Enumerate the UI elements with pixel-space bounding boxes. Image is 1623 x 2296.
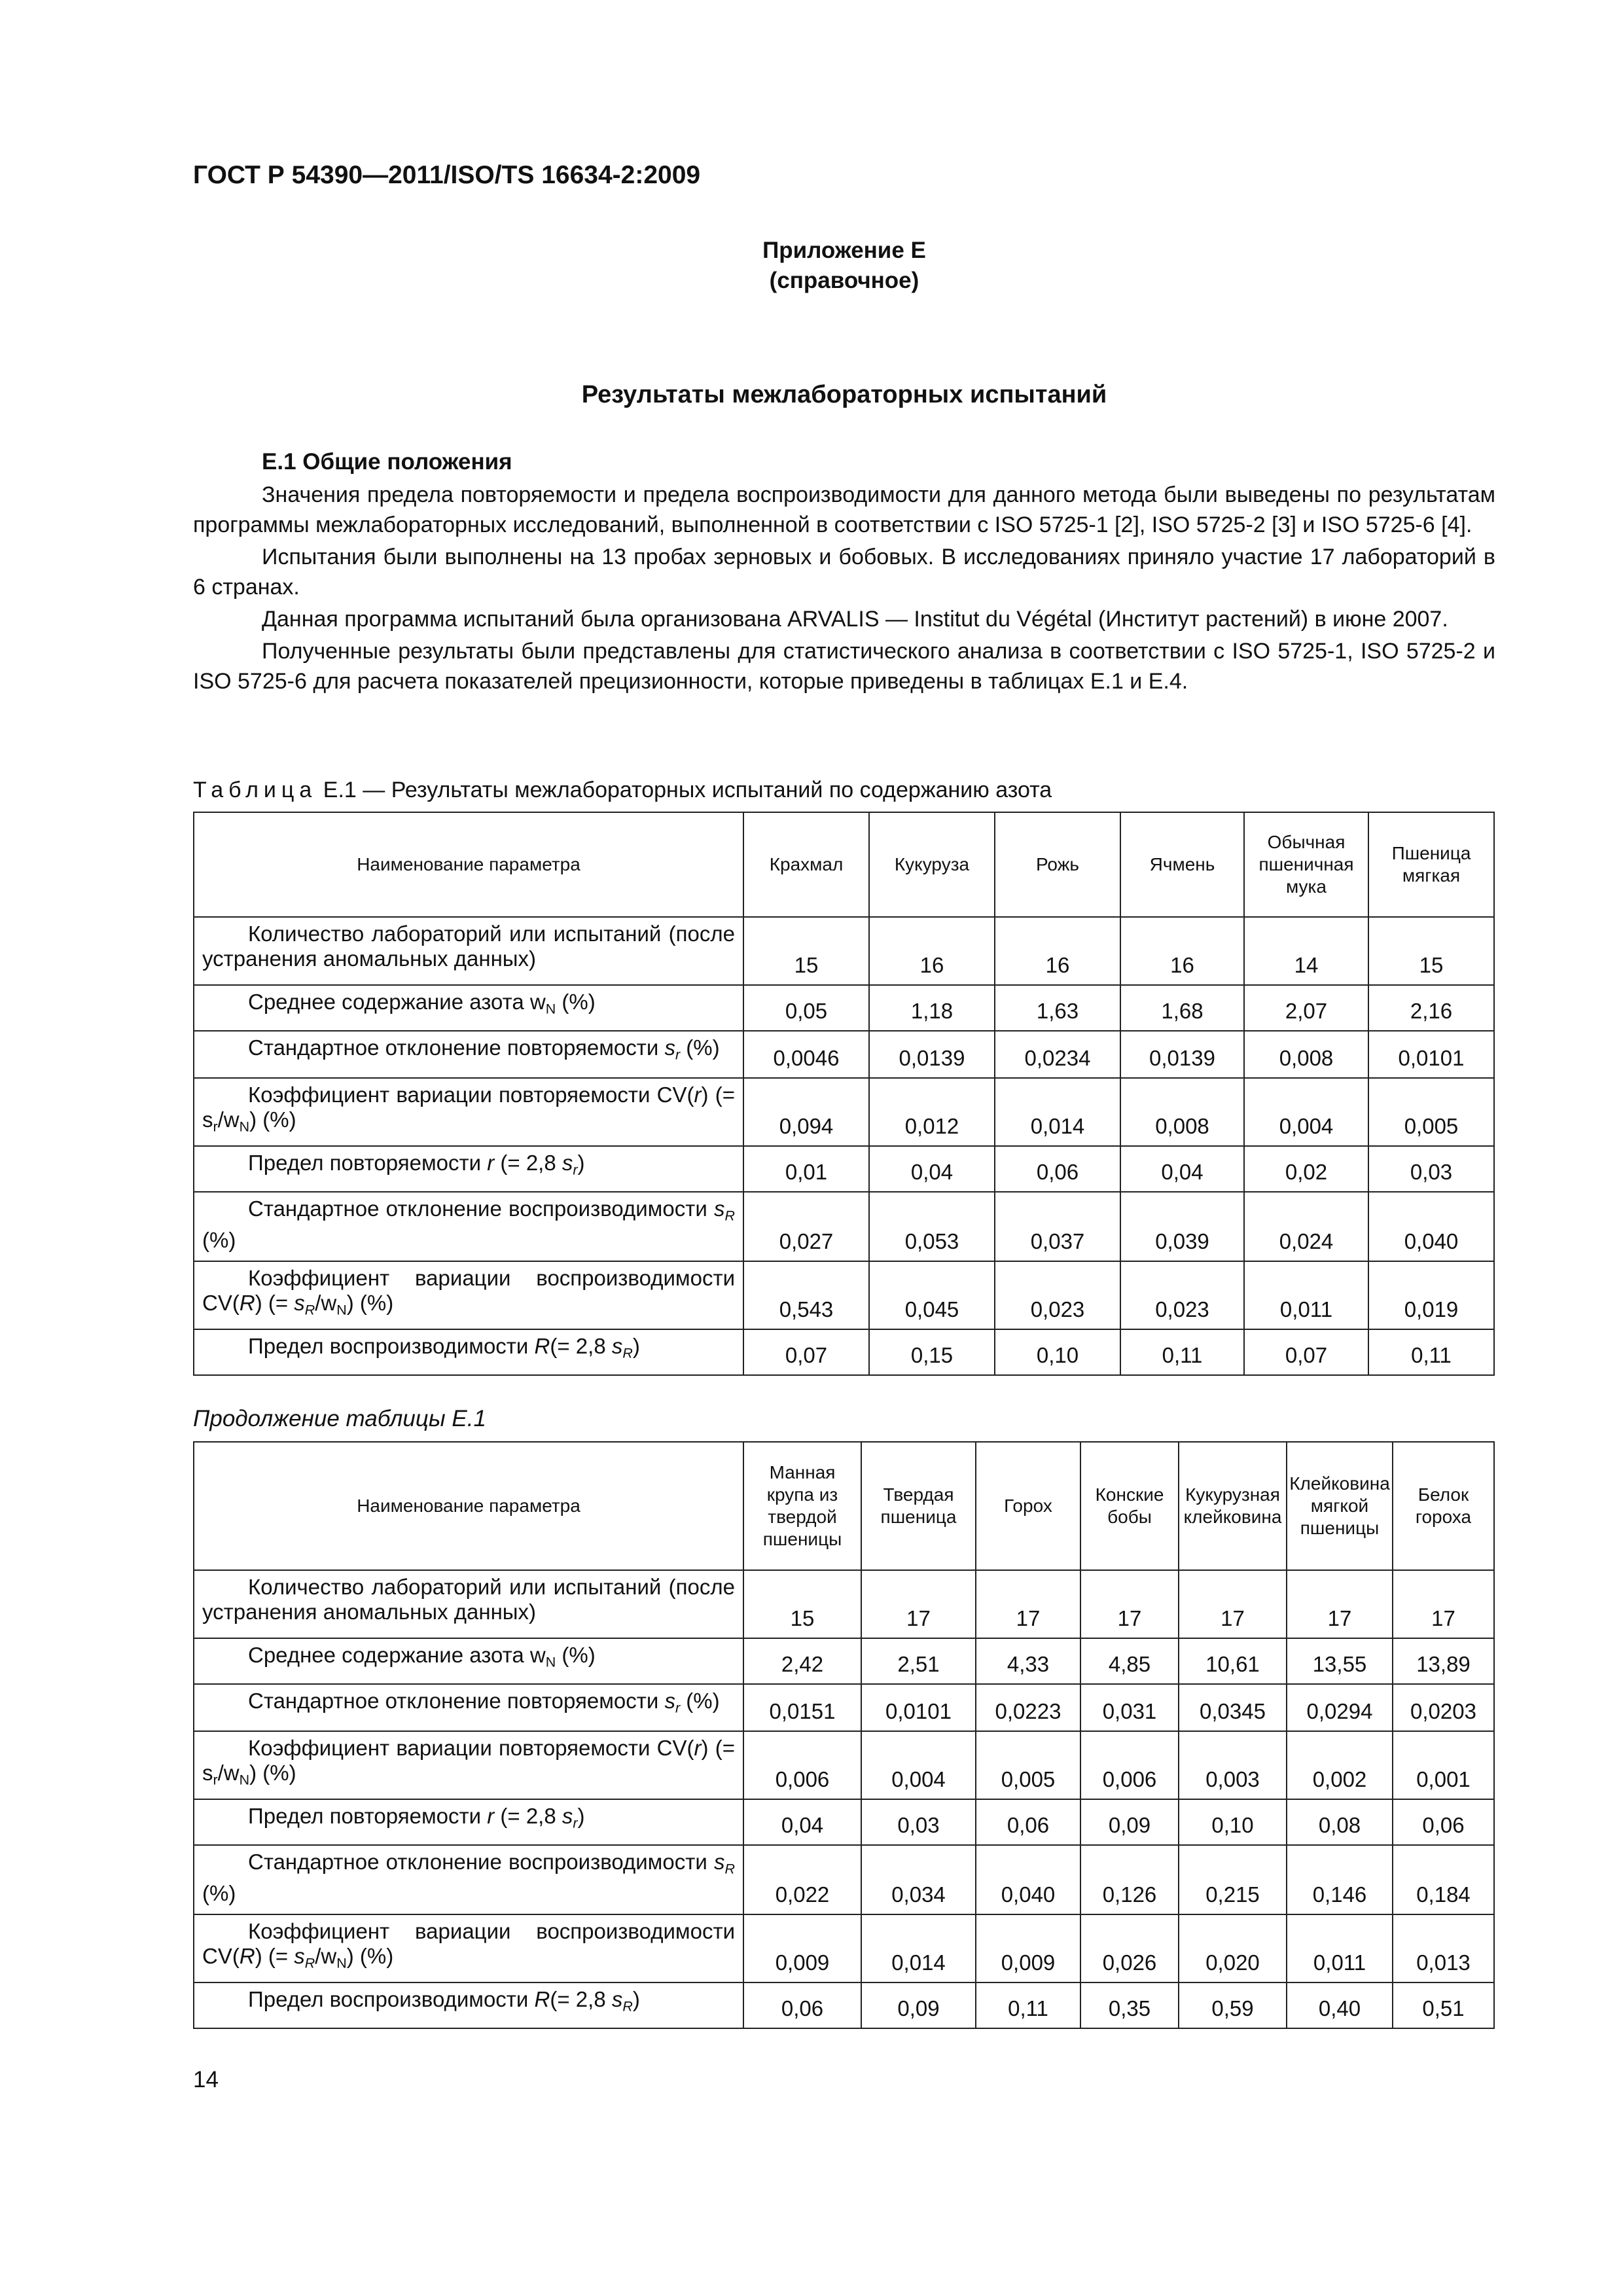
table-cell: 0,004: [861, 1731, 976, 1799]
table-row: [194, 1329, 1494, 1375]
table-row: [194, 1638, 1494, 1684]
table-cell: 0,040: [976, 1845, 1080, 1914]
label-part: ): [632, 1987, 640, 2011]
label-symbol: R: [239, 1291, 255, 1315]
table-cell: 16: [869, 917, 995, 985]
row-repeatability-cv-label: [194, 1078, 743, 1146]
table-cell: 0,022: [743, 1845, 861, 1914]
section-body: [193, 480, 1495, 698]
table-cell: 17: [1179, 1570, 1287, 1638]
table-cell: 0,0139: [1120, 1031, 1244, 1078]
table-cell: 0,0139: [869, 1031, 995, 1078]
table-cell: 0,04: [1120, 1146, 1244, 1192]
label-part: (= 2,8: [494, 1804, 562, 1828]
label-symbol: s: [562, 1804, 573, 1828]
label-part: Стандартное отклонение воспроизводимости: [248, 1196, 715, 1221]
row-repeatability-cv-label: [194, 1731, 743, 1799]
label-part: ) (%): [346, 1291, 394, 1315]
label-part: /w: [217, 1761, 240, 1785]
table-cell: 0,0101: [1368, 1031, 1494, 1078]
table-cell: 0,59: [1179, 1982, 1287, 2028]
table-cell: 0,034: [861, 1845, 976, 1914]
table-cell: 0,0046: [743, 1031, 869, 1078]
label-symbol: s: [714, 1850, 725, 1874]
column-header: Обычная пшеничная мука: [1244, 812, 1368, 917]
page-number: 14: [193, 2067, 219, 2092]
row-mean-nitrogen-label: [194, 1638, 743, 1684]
label-part: Количество лабораторий или испытаний (после устранения аномальных данных): [202, 922, 735, 971]
label-subscript: N: [336, 1955, 347, 1971]
table-cell: 0,045: [869, 1261, 995, 1329]
table-cell: 0,146: [1287, 1845, 1393, 1914]
label-subscript: r: [573, 1815, 578, 1831]
label-part: Коэффициент вариации воспроизводимости CV(: [202, 1266, 735, 1315]
column-header: Ячмень: [1120, 812, 1244, 917]
label-symbol: R: [534, 1987, 550, 2011]
label-part: ): [577, 1804, 585, 1828]
table-row: [194, 1684, 1494, 1731]
table-cell: 2,07: [1244, 985, 1368, 1031]
label-part: ) (=: [255, 1291, 294, 1315]
table-cell: 0,002: [1287, 1731, 1393, 1799]
annex-title: Приложение Е: [762, 238, 926, 263]
label-subscript: N: [545, 1654, 556, 1670]
table-cell: 4,85: [1080, 1638, 1179, 1684]
label-part: (= 2,8: [550, 1987, 612, 2011]
table-cell: 2,42: [743, 1638, 861, 1684]
label-part: Коэффициент вариации повторяемости CV(: [248, 1083, 694, 1107]
label-part: /w: [315, 1291, 337, 1315]
label-subscript: N: [239, 1119, 250, 1135]
table-cell: 0,001: [1393, 1731, 1494, 1799]
label-symbol: s: [714, 1196, 725, 1221]
label-part: ) (= s: [202, 1736, 736, 1785]
table-row: [194, 1982, 1494, 2028]
label-subscript: R: [304, 1955, 315, 1971]
table-cell: 0,40: [1287, 1982, 1393, 2028]
section-heading: Е.1 Общие положения: [262, 449, 512, 475]
table-cell: 17: [1393, 1570, 1494, 1638]
table-cell: 0,020: [1179, 1914, 1287, 1982]
table-cell: 0,027: [743, 1192, 869, 1261]
label-part: (= 2,8: [550, 1334, 612, 1358]
table-cell: 0,011: [1244, 1261, 1368, 1329]
table-cell: 4,33: [976, 1638, 1080, 1684]
column-header: Горох: [976, 1442, 1080, 1570]
table-cell: 17: [1080, 1570, 1179, 1638]
table-cell: 2,16: [1368, 985, 1494, 1031]
label-symbol: s: [611, 1334, 623, 1358]
label-part: ) (%): [249, 1761, 296, 1785]
table-cell: 0,06: [743, 1982, 861, 2028]
row-repeatability-sd-label: [194, 1031, 743, 1078]
table-row: [194, 1799, 1494, 1845]
table-cell: 0,04: [869, 1146, 995, 1192]
column-header: Кукурузная клейковина: [1179, 1442, 1287, 1570]
label-symbol: r: [487, 1151, 495, 1175]
table-cell: 0,013: [1393, 1914, 1494, 1982]
row-repeatability-limit-label: [194, 1799, 743, 1845]
table-cell: 0,040: [1368, 1192, 1494, 1261]
table-cell: 0,10: [995, 1329, 1120, 1375]
annex-status: (справочное): [769, 268, 919, 293]
table-row: [194, 1146, 1494, 1192]
label-symbol: s: [611, 1987, 623, 2011]
row-reproducibility-cv-label: [194, 1261, 743, 1329]
table-cell: 0,215: [1179, 1845, 1287, 1914]
label-part: (%): [680, 1035, 720, 1060]
label-subscript: R: [724, 1861, 735, 1877]
table-cell: 0,004: [1244, 1078, 1368, 1146]
label-part: Стандартное отклонение воспроизводимости: [248, 1850, 715, 1874]
document-code: ГОСТ Р 54390—2011/ISO/TS 16634-2:2009: [193, 161, 701, 189]
table-row: [194, 1845, 1494, 1914]
table-cell: 0,15: [869, 1329, 995, 1375]
table-cell: 0,026: [1080, 1914, 1179, 1982]
param-header: Наименование параметра: [194, 812, 743, 917]
row-labs-count-label: [194, 917, 743, 985]
table-cell: 0,184: [1393, 1845, 1494, 1914]
table-cell: 1,68: [1120, 985, 1244, 1031]
continuation-caption: Продолжение таблицы Е.1: [193, 1406, 486, 1431]
table-cell: 0,014: [861, 1914, 976, 1982]
table-cell: 16: [995, 917, 1120, 985]
label-subscript: r: [675, 1700, 681, 1716]
column-header: Твердая пшеница: [861, 1442, 976, 1570]
label-part: (= 2,8: [494, 1151, 562, 1175]
table-cell: 13,89: [1393, 1638, 1494, 1684]
table-cell: 0,0101: [861, 1684, 976, 1731]
table-cell: 0,06: [995, 1146, 1120, 1192]
label-part: (%): [202, 1881, 236, 1906]
table-row: [194, 1031, 1494, 1078]
paragraph: Испытания были выполнены на 13 пробах зерновых и бобовых. В исследованиях приняло участие 17 лабораторий в 6 странах.: [193, 545, 1495, 600]
label-part: /w: [315, 1944, 337, 1968]
table-cell: 1,18: [869, 985, 995, 1031]
nitrogen-results-table: [193, 812, 1495, 1376]
label-part: Коэффициент вариации воспроизводимости CV(: [202, 1919, 735, 1968]
table-cell: 0,11: [976, 1982, 1080, 2028]
label-subscript: r: [675, 1047, 681, 1063]
table-cell: 0,04: [743, 1799, 861, 1845]
column-header: Рожь: [995, 812, 1120, 917]
column-header: Кукуруза: [869, 812, 995, 917]
table-cell: 17: [861, 1570, 976, 1638]
table-cell: 0,094: [743, 1078, 869, 1146]
label-symbol: R: [239, 1944, 255, 1968]
table-cell: 0,35: [1080, 1982, 1179, 2028]
table-cell: 0,039: [1120, 1192, 1244, 1261]
table-cell: 0,05: [743, 985, 869, 1031]
label-part: (%): [556, 1643, 596, 1667]
table-cell: 16: [1120, 917, 1244, 985]
label-part: Среднее содержание азота w: [248, 990, 546, 1014]
paragraph: Значения предела повторяемости и предела воспроизводимости для данного метода были выведены по результатам программы межлабораторных исследований, выполненной в соответствии с ISO 5725-1 [2], ISO 5725-2 [3] и ISO 5725-6 [4].: [193, 482, 1495, 537]
table-cell: 0,019: [1368, 1261, 1494, 1329]
table-cell: 13,55: [1287, 1638, 1393, 1684]
row-labs-count-label: [194, 1570, 743, 1638]
table-cell: 0,06: [976, 1799, 1080, 1845]
table-cell: 0,07: [1244, 1329, 1368, 1375]
label-part: (%): [202, 1228, 236, 1253]
column-header: Пшеница мягкая: [1368, 812, 1494, 917]
table-caption: [193, 778, 1052, 803]
label-subscript: R: [724, 1208, 735, 1224]
table-cell: 0,08: [1287, 1799, 1393, 1845]
table-cell: 0,543: [743, 1261, 869, 1329]
label-part: (%): [556, 990, 596, 1014]
table-cell: 0,037: [995, 1192, 1120, 1261]
table-cell: 0,006: [1080, 1731, 1179, 1799]
table-cell: 0,008: [1120, 1078, 1244, 1146]
table-cell: 0,11: [1368, 1329, 1494, 1375]
table-cell: 0,03: [1368, 1146, 1494, 1192]
table-cell: 0,07: [743, 1329, 869, 1375]
label-symbol: r: [694, 1083, 702, 1107]
table-cell: 0,01: [743, 1146, 869, 1192]
nitrogen-results-table-continued: [193, 1441, 1495, 2029]
column-header: Конские бобы: [1080, 1442, 1179, 1570]
label-symbol: R: [534, 1334, 550, 1358]
table-cell: 0,51: [1393, 1982, 1494, 2028]
label-subscript: R: [304, 1302, 315, 1318]
table-cell: 1,63: [995, 985, 1120, 1031]
table-cell: 0,09: [1080, 1799, 1179, 1845]
table-row: [194, 917, 1494, 985]
row-repeatability-sd-label: [194, 1684, 743, 1731]
table-cell: 0,09: [861, 1982, 976, 2028]
table-cell: 10,61: [1179, 1638, 1287, 1684]
table-cell: 0,005: [976, 1731, 1080, 1799]
table-cell: 15: [1368, 917, 1494, 985]
label-part: Коэффициент вариации повторяемости CV(: [248, 1736, 694, 1760]
label-symbol: s: [562, 1151, 573, 1175]
table-cell: 0,0234: [995, 1031, 1120, 1078]
label-subscript: N: [545, 1001, 556, 1017]
label-part: Количество лабораторий или испытаний (после устранения аномальных данных): [202, 1575, 735, 1624]
label-subscript: R: [622, 1345, 633, 1361]
row-repeatability-limit-label: [194, 1146, 743, 1192]
label-part: Стандартное отклонение повторяемости: [248, 1035, 665, 1060]
label-part: Стандартное отклонение повторяемости: [248, 1689, 665, 1713]
table-cell: 0,014: [995, 1078, 1120, 1146]
column-header: Манная крупа из твердой пшеницы: [743, 1442, 861, 1570]
label-symbol: s: [294, 1944, 305, 1968]
label-part: Предел повторяемости: [248, 1804, 488, 1828]
table-row: [194, 1078, 1494, 1146]
label-subscript: r: [213, 1772, 218, 1788]
row-reproducibility-sd-label: [194, 1845, 743, 1914]
label-symbol: s: [294, 1291, 305, 1315]
table-cell: 17: [976, 1570, 1080, 1638]
table-cell: 0,0151: [743, 1684, 861, 1731]
label-subscript: r: [213, 1119, 218, 1135]
table-cell: 0,012: [869, 1078, 995, 1146]
table-cell: 0,024: [1244, 1192, 1368, 1261]
row-reproducibility-sd-label: [194, 1192, 743, 1261]
label-subscript: r: [573, 1162, 578, 1178]
table-row: [194, 1192, 1494, 1261]
param-header: Наименование параметра: [194, 1442, 743, 1570]
table-cell: 15: [743, 917, 869, 985]
table-cell: 0,006: [743, 1731, 861, 1799]
row-reproducibility-limit-label: [194, 1329, 743, 1375]
table-cell: 0,03: [861, 1799, 976, 1845]
table-cell: 0,02: [1244, 1146, 1368, 1192]
annex-heading: [707, 236, 982, 296]
label-part: /w: [217, 1107, 240, 1132]
label-subscript: N: [336, 1302, 347, 1318]
label-part: (%): [680, 1689, 720, 1713]
table-row: [194, 1261, 1494, 1329]
table-cell: 0,0203: [1393, 1684, 1494, 1731]
label-part: Предел воспроизводимости: [248, 1334, 535, 1358]
table-caption-word: Таблица: [193, 778, 317, 802]
table-cell: 0,053: [869, 1192, 995, 1261]
label-part: ) (%): [249, 1107, 296, 1132]
table-cell: 0,008: [1244, 1031, 1368, 1078]
column-header: Белок гороха: [1393, 1442, 1494, 1570]
table-cell: 0,0223: [976, 1684, 1080, 1731]
table-cell: 17: [1287, 1570, 1393, 1638]
table-row: [194, 1914, 1494, 1982]
table-cell: 0,0294: [1287, 1684, 1393, 1731]
label-part: ): [632, 1334, 640, 1358]
table-cell: 0,126: [1080, 1845, 1179, 1914]
table-row: [194, 1731, 1494, 1799]
table-row: [194, 1570, 1494, 1638]
table-cell: 0,031: [1080, 1684, 1179, 1731]
label-symbol: r: [694, 1736, 702, 1760]
paragraph: Полученные результаты были представлены для статистического анализа в соответствии с ISO 5725-1, ISO 5725-2 и ISO 5725-6 для расчета показателей прецизионности, которые приведены в таблицах Е.1 и Е.4.: [193, 639, 1495, 694]
column-header: Клейковина мягкой пшеницы: [1287, 1442, 1393, 1570]
table-cell: 0,003: [1179, 1731, 1287, 1799]
label-part: Предел повторяемости: [248, 1151, 488, 1175]
label-part: ) (= s: [202, 1083, 736, 1132]
label-symbol: s: [664, 1689, 675, 1713]
table-cell: 0,009: [743, 1914, 861, 1982]
table-cell: 0,009: [976, 1914, 1080, 1982]
column-header: Крахмал: [743, 812, 869, 917]
table-cell: 14: [1244, 917, 1368, 985]
page-title: Результаты межлабораторных испытаний: [581, 381, 1107, 408]
table-cell: 0,023: [995, 1261, 1120, 1329]
label-part: ) (=: [255, 1944, 294, 1968]
label-subscript: R: [622, 1998, 633, 2015]
label-symbol: r: [487, 1804, 495, 1828]
label-part: ) (%): [346, 1944, 394, 1968]
paragraph: Данная программа испытаний была организована ARVALIS — Institut du Végétal (Институт растений) в июне 2007.: [262, 607, 1448, 632]
table-cell: 15: [743, 1570, 861, 1638]
label-part: Предел воспроизводимости: [248, 1987, 535, 2011]
table-cell: 0,011: [1287, 1914, 1393, 1982]
table-caption-text: Е.1 — Результаты межлабораторных испытаний по содержанию азота: [323, 778, 1052, 802]
label-part: ): [577, 1151, 585, 1175]
label-symbol: s: [664, 1035, 675, 1060]
table-cell: 0,023: [1120, 1261, 1244, 1329]
table-cell: 0,06: [1393, 1799, 1494, 1845]
table-cell: 0,0345: [1179, 1684, 1287, 1731]
table-cell: 0,005: [1368, 1078, 1494, 1146]
table-row: [194, 985, 1494, 1031]
label-part: Среднее содержание азота w: [248, 1643, 546, 1667]
row-mean-nitrogen-label: [194, 985, 743, 1031]
row-reproducibility-limit-label: [194, 1982, 743, 2028]
table-cell: 2,51: [861, 1638, 976, 1684]
table-cell: 0,11: [1120, 1329, 1244, 1375]
label-subscript: N: [239, 1772, 250, 1788]
row-reproducibility-cv-label: [194, 1914, 743, 1982]
table-cell: 0,10: [1179, 1799, 1287, 1845]
